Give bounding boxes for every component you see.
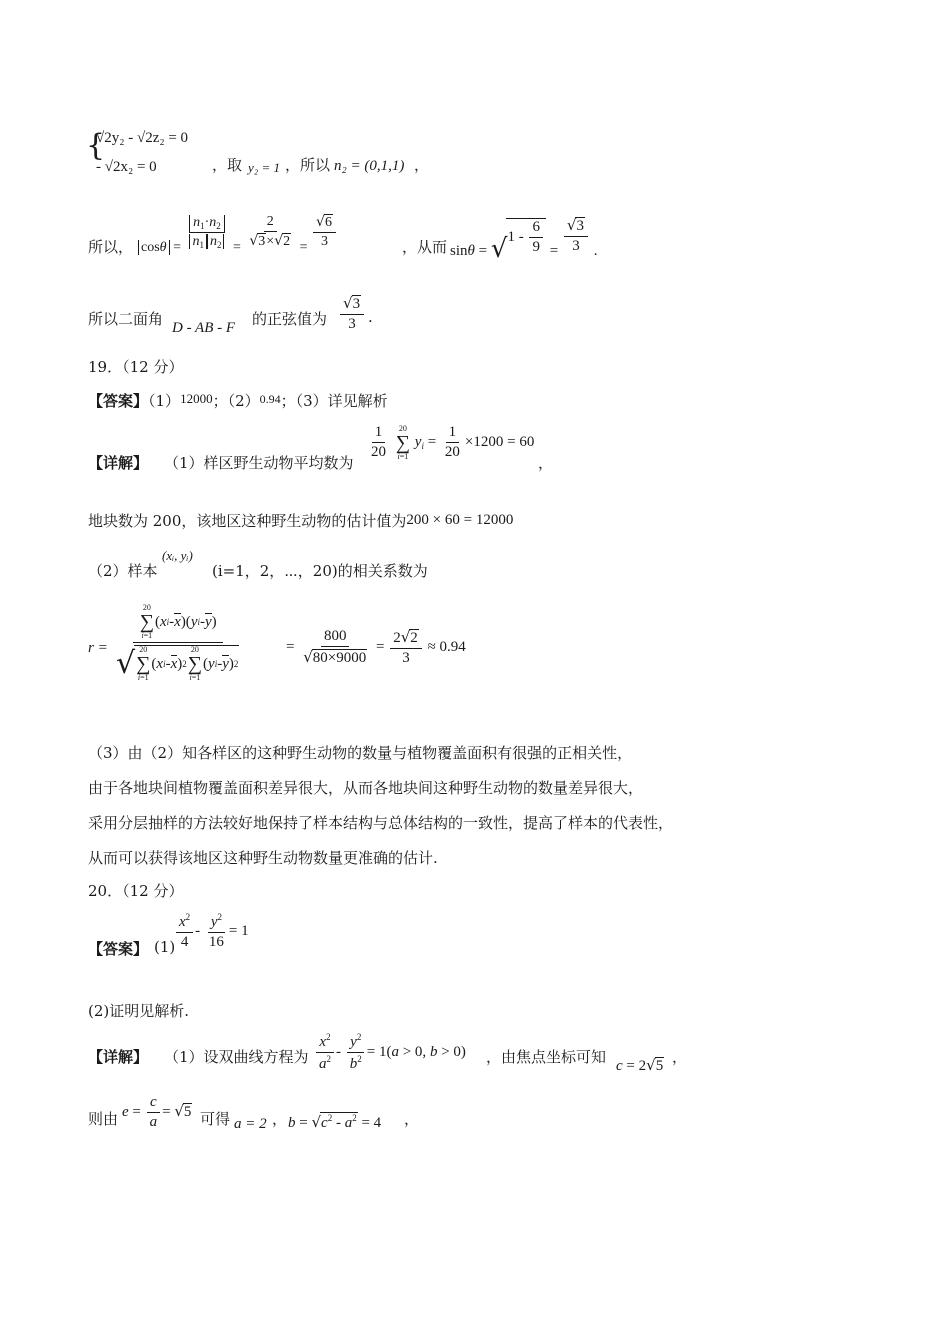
q20-detail-1-end: ，	[672, 1048, 688, 1066]
mean-formula: $\frac{1}{20}$ 20 ∑ i=1 $y_i$ = $\frac{1}{20}$ ×1200 = 60	[371, 423, 535, 461]
detail-label: 【详解】	[88, 454, 149, 472]
a-value: a = 2	[234, 1116, 267, 1132]
q19-answer-row	[88, 390, 388, 411]
a2-value: 0.94	[259, 392, 281, 406]
a1-value: 12000	[180, 391, 213, 406]
q20-title: 20．（12 分）	[88, 882, 184, 900]
document-page: { √2y₂ - √2z₂ = 0 - √2x₂ = 0 ，取 y₂ = 1 ，所以 n₂ = (0,1,1) ， 所以， cosθ = $\frac{n_1\cdot n_2}{n_1 n_2}$ = $\frac{2}{√3\times√2}$ = $\frac{√6}{3}$ ，从而 sinθ = √1 - $\frac{6}{9}$ = $\frac{√3}{3}$ . 所以二面角 D - AB - F 的正弦值为 $\frac{√3}{3}$ . 19．（12 分） 【答案】（1）12000；$(2)^{0.94}$；（3）详见解析 【详解】 （1）样区野生动物平均数为 $\frac{1}{20}$ 20 ∑ i=1 $y_i$ = $\frac{1}{20}$ ×1200 = 60 ， 地块数为 200，该地区这种野生动物的估计值为200 × 60 = 12000 （2）样本 (xᵢ, yᵢ) (i=1，2，⋯，20)的相关系数为 r = 20 ∑ i=1 ( x i - x )( y i - y ) √ 20 ∑ i=1 ( x i - x ) 2 20 ∑ i=1 ( y i - y ) 2 = $\frac{800}{√80\times 9000}$ = $\frac{2√2}{3}$ ≈ 0.94 （3）由（2）知各样区的这种野生动物的数量与植物覆盖面积有很强的正相关性， 由于各地块间植物覆盖面积差异很大，从而各地块间这种野生动物的数量差异很大， 采用分层抽样的方法较好地保持了样本结构与总体结构的一致性，提高了样本的代表性， 从而可以获得该地区这种野生动物数量更准确的估计. 20．（12 分） 【答案】 (1) $\frac{x^2}{4}$ - $\frac{y^2}{16}$ = 1 (2)证明见解析. 【详解】 （1）设双曲线方程为 $\frac{x^2}{a^2}$ - $\frac{y^2}{b^2}$ = 1(a > 0, b > 0) ，由焦点坐标可知 c = 2√5 ， 则由 e = $\frac{c}{a}$ = √5 可得 a = 2 ， $b = √c^2 - a^2 = 4$ ，	[86, 128, 688, 1132]
q19-title: 19．（12 分）	[88, 358, 184, 376]
answer-label: 【答案】	[88, 392, 149, 410]
a2-prefix: ；（2）	[212, 392, 260, 410]
q19-detail-2	[88, 510, 513, 531]
q20-detail-1-mid: ，由焦点坐标可知	[486, 1048, 607, 1066]
hyperbola-answer: $\frac{x^2}{4}$ - $\frac{y^2}{16}$ = 1	[174, 912, 249, 951]
so-text: ，所以	[285, 156, 331, 174]
detail-2-text: 地块数为 200，该地区这种野生动物的估计值为	[88, 512, 407, 530]
b-value: $b = √c^2 - a^2 = 4$	[288, 1113, 382, 1131]
focus-c: c = 2√5	[616, 1056, 664, 1074]
dihedral-angle: D - AB - F	[172, 320, 236, 336]
q19-p3-line1: （3）由（2）知各样区的这种野生动物的数量与植物覆盖面积有很强的正相关性，	[88, 744, 633, 762]
n2-vector: n₂ = (0,1,1)	[334, 158, 405, 174]
q20-a1-prefix: (1)	[154, 938, 176, 956]
q19-p3-line2: 由于各地块间植物覆盖面积差异很大，从而各地块间这种野生动物的数量差异很大，	[88, 779, 644, 797]
dihedral-lead: 所以二面角	[88, 310, 164, 328]
take-text: ，取	[212, 156, 243, 174]
q20-a2: (2)证明见解析.	[88, 1002, 190, 1020]
cos-formula: cosθ = $\frac{n_1\cdot n_2}{n_1 n_2}$ = $\frac{2}{√3\times√2}$ = $\frac{√6}{3}$	[138, 216, 338, 252]
q19-p3-line3: 采用分层抽样的方法较好地保持了样本结构与总体结构的一致性，提高了样本的代表性，	[88, 814, 674, 832]
dihedral-mid: 的正弦值为	[252, 310, 328, 328]
equation-2: - √2x₂ = 0	[96, 159, 157, 175]
comma: ，	[414, 156, 430, 174]
hyperbola-general: $\frac{x^2}{a^2}$ - $\frac{y^2}{b^2}$ = 1(a > 0, b > 0)	[314, 1032, 466, 1073]
dihedral-end: .	[368, 308, 373, 326]
sample-pair: (xᵢ, yᵢ)	[162, 548, 193, 563]
q19-p3-line4: 从而可以获得该地区这种野生动物数量更准确的估计.	[88, 849, 438, 867]
from-text: ，从而	[402, 238, 448, 256]
estimate-formula: 200 × 60 = 12000	[406, 512, 514, 528]
take-value: y₂ = 1	[248, 160, 281, 175]
eccentricity: e = $\frac{c}{a}$ = √5	[122, 1094, 192, 1130]
a3-text: ；（3）详见解析	[280, 392, 388, 410]
sin-formula: sinθ = √1 - $\frac{6}{9}$ = $\frac{√3}{3}$ .	[450, 216, 598, 264]
q20-answer-label: 【答案】	[88, 940, 149, 958]
a1-prefix: （1）	[148, 392, 181, 410]
so-lead: 所以，	[88, 238, 134, 256]
detail-3-c: (i=1，2，⋯，20)的相关系数为	[212, 562, 428, 580]
q20-detail-2-lead: 则由	[88, 1110, 119, 1128]
period: .	[593, 243, 598, 259]
q20-detail-2-mid: 可得	[200, 1110, 231, 1128]
q20-detail-1-text: （1）设双曲线方程为	[164, 1048, 309, 1066]
left-brace: {	[86, 128, 106, 163]
dihedral-value: $\frac{√3}{3}$	[338, 294, 366, 333]
detail-1-end: ，	[538, 454, 554, 472]
equation-1: √2y₂ - √2z₂ = 0	[96, 130, 189, 146]
q20-detail-2-sep: ，	[272, 1110, 288, 1128]
q20-detail-label: 【详解】	[88, 1048, 149, 1066]
detail-3-a: （2）样本	[88, 562, 158, 580]
detail-1-text: （1）样区野生动物平均数为	[164, 454, 354, 472]
q20-detail-2-end: ，	[404, 1110, 420, 1128]
